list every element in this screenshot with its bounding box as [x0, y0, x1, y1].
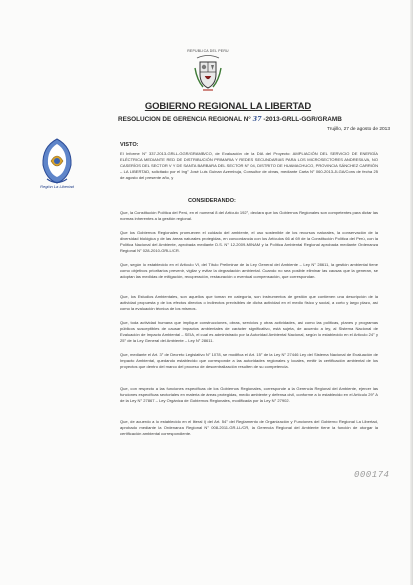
- resolution-number: 37: [252, 115, 262, 123]
- section-heading-considerando: CONSIDERANDO:: [188, 198, 236, 204]
- section-heading-visto: VISTO:: [120, 142, 139, 148]
- paragraph-3: Que, según lo establecido en el Artículo VI, del Título Preliminar de la Ley General del Ambiente – Ley N° 28611, la gestión ambiental tiene como objetivos prioritarios prevenir, vigilar y evitar la degradación ambiental. Cuando no sea posible eliminar las causas que la generan, se adoptan las medidas de mitigación, recuperación, restauración o eventual compensación, que correspondan.: [120, 262, 378, 280]
- paragraph-5: Que, toda actividad humana que implique construcciones, obras, servicios y otras actividades, así como las políticas, planes y programas públicos susceptibles de causar impactos ambientales de carácter significativo, está sujeta, de acuerdo a ley, al Sistema Nacional de Evaluación de Impacto Ambiental – SEIA, el cual es administrado por la Autoridad Ambiental Nacional, según lo establecido en el Artículo 24° y 25° de la Ley General del Ambiente – Ley N° 28611.: [120, 320, 378, 344]
- resolution-prefix: RESOLUCION DE GERENCIA REGIONAL N°: [118, 116, 251, 123]
- paragraph-visto: El Informe N° 337-2013-GRLL-GGR/GRAMB/CO, de Evaluación de la DIA del Proyecto: AMPLIACIÓN DEL SERVICIO DE ENERGÍA ELÉCTRICA MEDIANTE RED DE DISTRIBUCIÓN PRIMARIA Y REDES SECUNDARIAS PARA LOS MICROSECTORES ANDRESILVA, NO CASERÍOS DEL SECTOR V Y DE SANTA BARBARA DEL SECTOR N° 04, DISTRITO DE HUAMACHUCO, PROVINCIA SÁNCHEZ CARRIÓN – LA LIBERTAD, solicitado por el Ing° José Luis Guinan Azembuja, Consultor de obras, mediante Carta N° 060-2013-JLGA/Cons de fecha 25 de agosto del presente año, y: [120, 151, 378, 181]
- logo-caption: Región La Libertad: [40, 184, 74, 189]
- seal-caption: REPUBLICA DEL PERU: [187, 49, 229, 53]
- paragraph-2: Que los Gobiernos Regionales promueven el cuidado del ambiente, el uso sostenible de los recursos naturales, la conservación de la diversidad biológica y de las áreas naturales protegidas, en concordancia con los Artículos 66 al 69 de la Constitución Política del Perú, con la Política Nacional del Ambiente, aprobada mediante D.S. N° 12-2009-MINAM y la Política Ambiental Regional aprobada mediante Ordenanza Regional N° 028-2010-GRLL/CR.: [120, 230, 378, 254]
- paragraph-6: Que, mediante el Art. 3° de Decreto Legislativo N° 1078, se modifica el Art. 15° de la Ley N° 27446 Ley del Sistema Nacional de Evaluación de Impacto Ambiental, quedando establecido que corresponde a las autoridades regionales y locales, emitir la certificación ambiental de los proyectos que dentro del marco del proceso de descentralización resulten de su competencia.: [120, 352, 378, 370]
- regional-government-logo-icon: [38, 137, 76, 187]
- paragraph-7: Que, con respecto a las funciones específicas de los Gobiernos Regionales, corresponde a la Gerencia Regional del Ambiente, ejercer las funciones específicas sectoriales en materia de áreas protegidas, medio ambiente y defensa civil, conforme a lo establecido en el Artículo 29° A de la Ley N° 27867 – Ley Orgánica de Gobiernos Regionales, modificada por la Ley N° 27902.: [120, 386, 378, 404]
- paragraph-4: Que, los Estudios Ambientales, son aquellos que toman en categoría, son instrumentos de gestión que contienen una descripción de la actividad propuesta y de los efectos directos o indirectos previsibles de dicha actividad en el medio físico y social, a corto y largo plazo, así como la evaluación técnica de los mismos.: [120, 294, 378, 312]
- resolution-number-line: [118, 115, 378, 123]
- paragraph-8: Que, de acuerdo a lo establecido en el literal i) del Art. 54° del Reglamento de Organización y Funciones del Gobierno Regional La Libertad, aprobado mediante la Ordenanza Regional N° 008-2011-GR-LL/CR, la Gerencia Regional del Ambiente tiene la función de otorgar la certificación ambiental correspondiente.: [120, 419, 378, 437]
- resolution-suffix: -2013-GRLL-GGR/GRAMB: [263, 116, 342, 123]
- paragraph-1: Que, la Constitución Política del Perú, en el numeral 8 del Artículo 192°, declara que los Gobiernos Regionales son competentes para dictar las normas inherentes a la gestión regional.: [120, 210, 378, 222]
- government-title: GOBIERNO REGIONAL LA LIBERTAD: [144, 101, 312, 112]
- national-coat-of-arms-icon: [193, 54, 223, 94]
- place-date: Trujillo, 27 de agosto de 2013: [326, 127, 390, 132]
- page-number-stamp: 000174: [354, 470, 390, 480]
